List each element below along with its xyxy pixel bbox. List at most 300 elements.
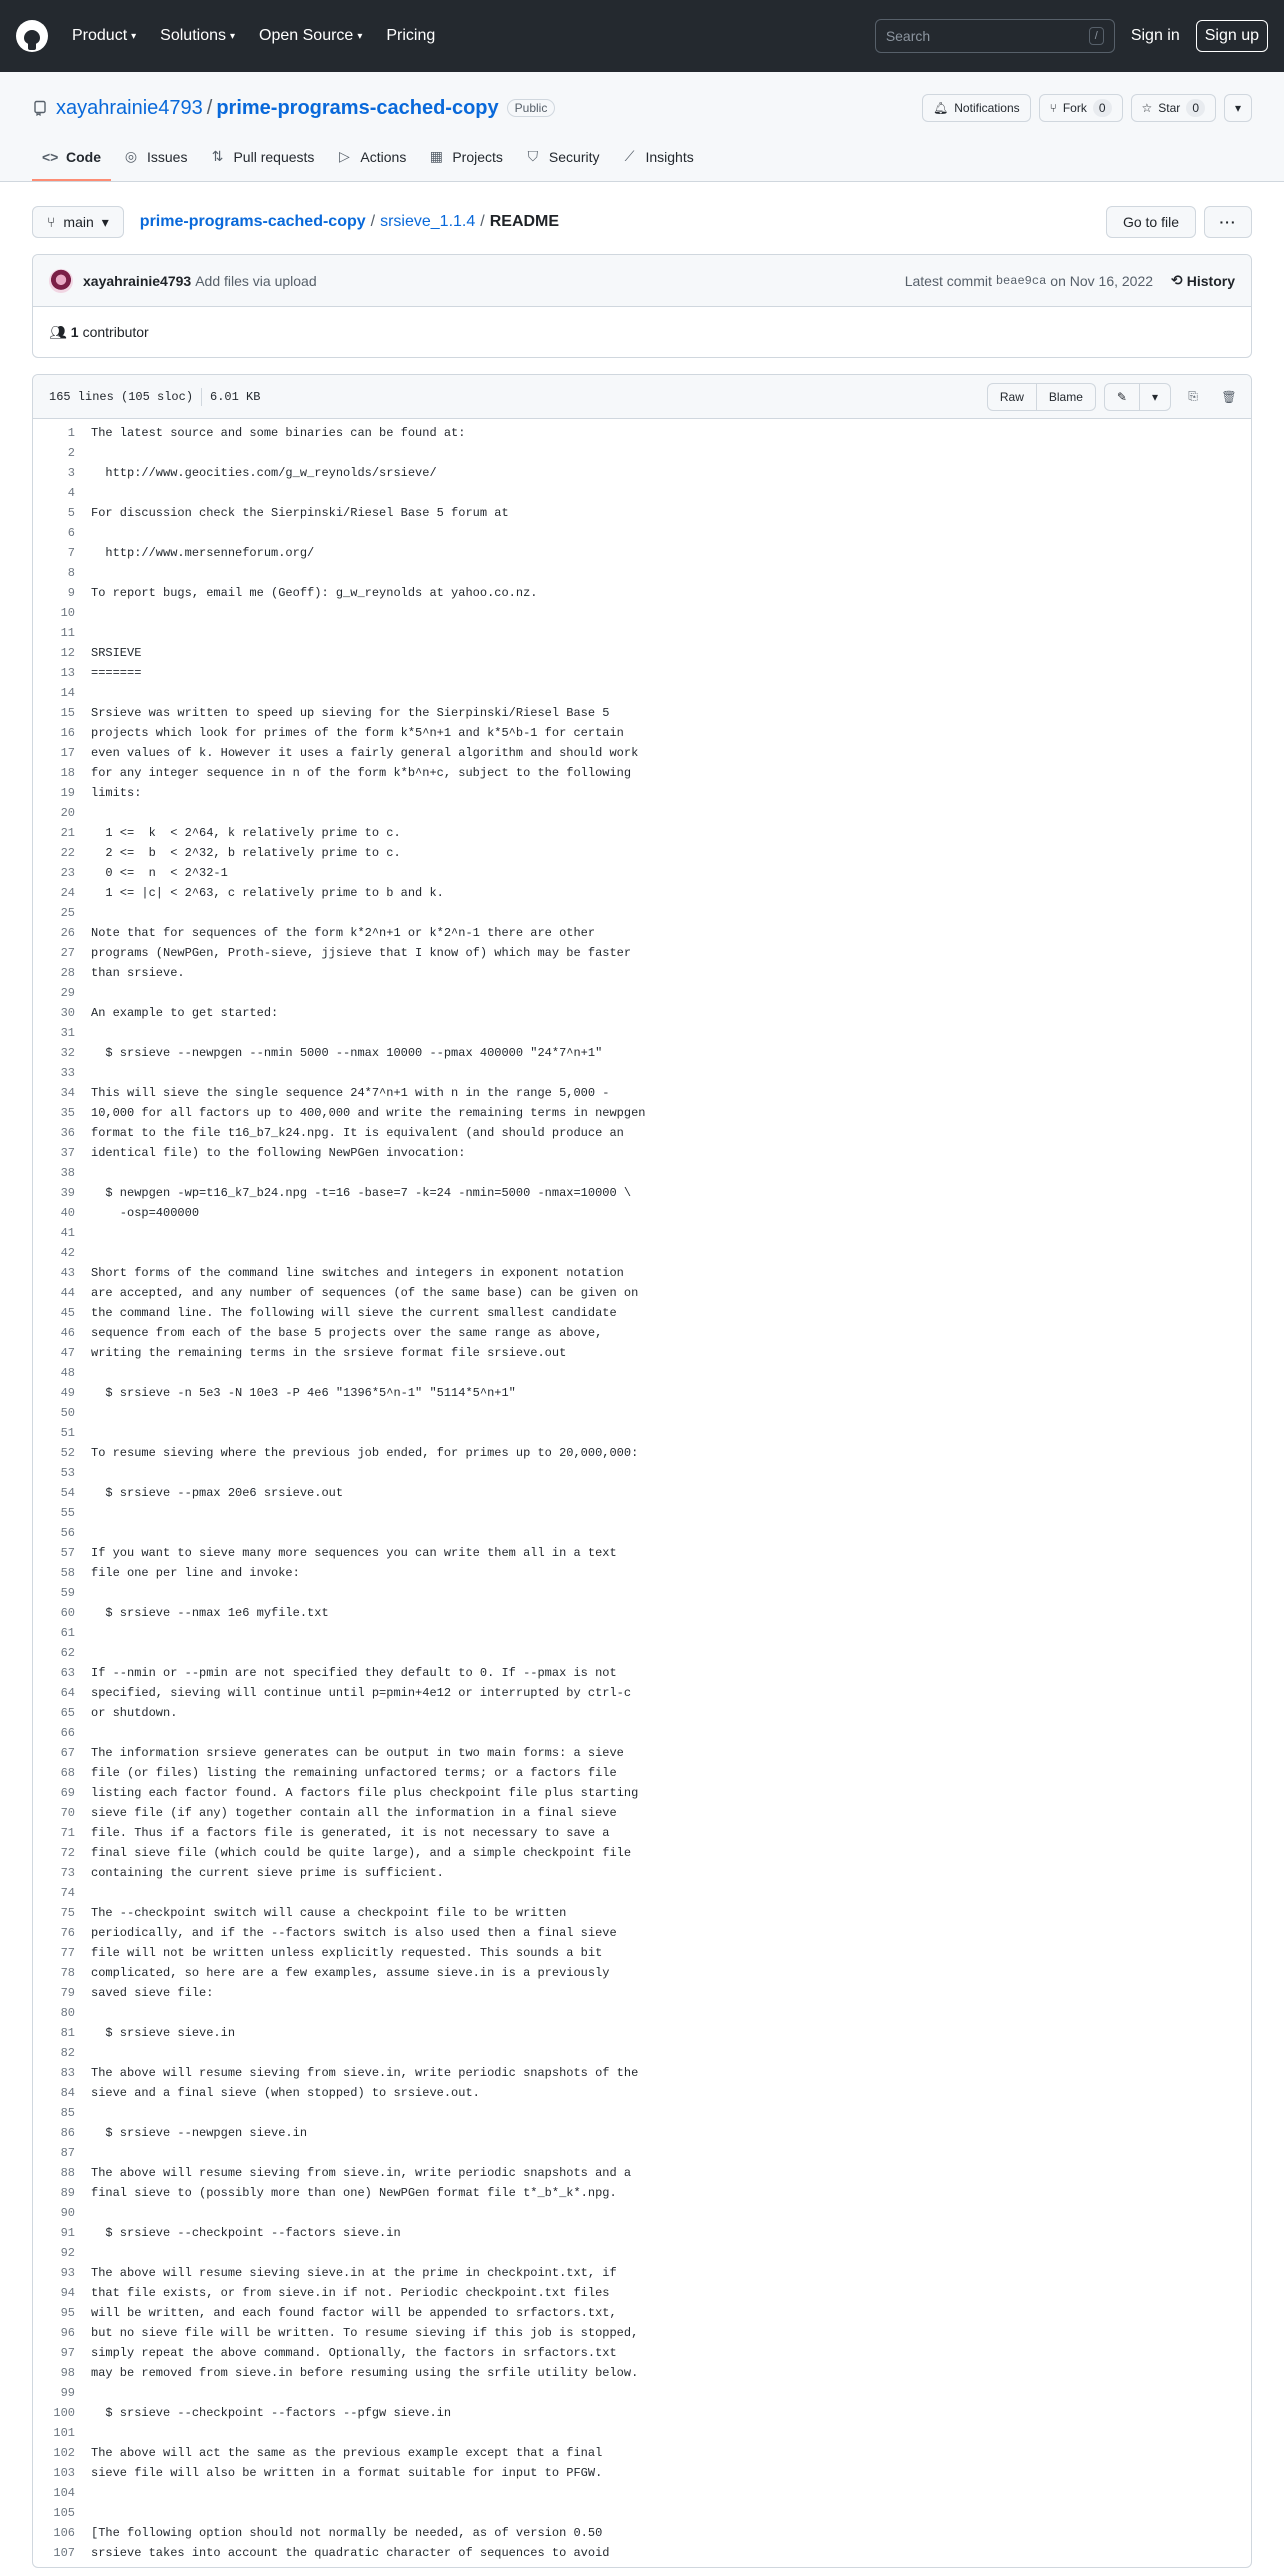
line-number[interactable]: 9: [67, 586, 75, 600]
line-number[interactable]: 107: [53, 2546, 75, 2560]
line-number[interactable]: 80: [60, 2006, 75, 2020]
line-number[interactable]: 56: [60, 1526, 75, 1540]
line-number[interactable]: 105: [53, 2506, 75, 2520]
line-number[interactable]: 64: [60, 1686, 75, 1700]
nav-item-solutions[interactable]: [160, 27, 235, 45]
line-number[interactable]: 31: [60, 1026, 75, 1040]
line-content: [75, 563, 91, 583]
sign-up-button[interactable]: Sign up: [1196, 20, 1268, 52]
line-content: or shutdown.: [91, 1706, 178, 1720]
line-content: =======: [91, 666, 142, 680]
line-number[interactable]: 81: [60, 2026, 75, 2040]
main-content: [0, 182, 1284, 2568]
copy-button[interactable]: [1179, 383, 1207, 411]
line-number[interactable]: 100: [53, 2406, 75, 2420]
code-line: [33, 523, 1251, 543]
tab-pull-requests[interactable]: [199, 140, 324, 181]
edit-group: [1104, 383, 1171, 411]
repo-name-link[interactable]: prime-programs-cached-copy: [216, 96, 499, 119]
line-number[interactable]: 49: [60, 1386, 75, 1400]
line-content: file. Thus if a factors file is generated, it is not necessary to save a: [91, 1826, 610, 1840]
tab-code[interactable]: [32, 140, 111, 181]
line-number[interactable]: 5: [67, 506, 75, 520]
code-line: [33, 2043, 1251, 2063]
line-number[interactable]: 77: [60, 1946, 75, 1960]
code-line: [33, 2523, 1251, 2543]
star-dropdown-button[interactable]: [1224, 94, 1252, 122]
line-content: http://www.mersenneforum.org/: [91, 546, 315, 560]
raw-blame-group: [987, 383, 1096, 411]
code-line: [33, 1063, 1251, 1083]
line-number[interactable]: 52: [60, 1446, 75, 1460]
raw-button[interactable]: Raw: [987, 383, 1037, 411]
line-number[interactable]: 104: [53, 2486, 75, 2500]
code-line: [33, 2343, 1251, 2363]
line-number[interactable]: 13: [60, 666, 75, 680]
line-number[interactable]: 40: [60, 1206, 75, 1220]
line-content: simply repeat the above command. Optionally, the factors in srfactors.txt: [91, 2346, 617, 2360]
line-number[interactable]: 7: [67, 546, 75, 560]
line-content: [75, 623, 91, 643]
line-number[interactable]: 6: [67, 526, 75, 540]
repo-owner-link[interactable]: xayahrainie4793: [56, 96, 203, 119]
search-shortcut-key: /: [1089, 27, 1104, 45]
edit-button[interactable]: [1104, 383, 1140, 411]
notifications-label: Notifications: [954, 101, 1020, 115]
line-content: even values of k. However it uses a fairly general algorithm and should work: [91, 746, 639, 760]
code-line: [33, 863, 1251, 883]
line-number[interactable]: 65: [60, 1706, 75, 1720]
line-number[interactable]: 41: [60, 1226, 75, 1240]
contributor-count[interactable]: 1: [70, 324, 79, 340]
code-line: [33, 1163, 1251, 1183]
line-number[interactable]: 45: [60, 1306, 75, 1320]
code-line: [33, 503, 1251, 523]
line-content: [75, 1883, 91, 1903]
line-number[interactable]: 83: [60, 2066, 75, 2080]
code-line: [33, 1823, 1251, 1843]
history-label: History: [1186, 272, 1235, 289]
code-line: [33, 743, 1251, 763]
trash-icon: 🗑︎: [1221, 389, 1237, 404]
code-line: [33, 1683, 1251, 1703]
line-number[interactable]: 16: [60, 726, 75, 740]
line-number[interactable]: 58: [60, 1566, 75, 1580]
line-number[interactable]: 61: [60, 1626, 75, 1640]
line-content: $ srsieve --checkpoint --factors --pfgw sieve.in: [91, 2406, 452, 2420]
line-number[interactable]: 26: [60, 926, 75, 940]
code-line: [33, 1083, 1251, 1103]
code-line: [33, 2483, 1251, 2503]
line-number[interactable]: 85: [60, 2106, 75, 2120]
line-number[interactable]: 71: [60, 1826, 75, 1840]
line-number[interactable]: 106: [53, 2526, 75, 2540]
chevron-down-icon: ▾: [1151, 389, 1158, 404]
line-number[interactable]: 3: [67, 466, 75, 480]
line-number[interactable]: 19: [60, 786, 75, 800]
line-number[interactable]: 68: [60, 1766, 75, 1780]
code-line: [33, 1263, 1251, 1283]
star-button[interactable]: [1131, 94, 1216, 122]
code-line: [33, 923, 1251, 943]
line-content: [75, 803, 91, 823]
code-line: [33, 2443, 1251, 2463]
line-number[interactable]: 60: [60, 1606, 75, 1620]
line-number[interactable]: 74: [60, 1886, 75, 1900]
line-number[interactable]: 66: [60, 1726, 75, 1740]
code-line: [33, 463, 1251, 483]
line-number[interactable]: 27: [60, 946, 75, 960]
tab-security[interactable]: [515, 140, 610, 181]
line-number[interactable]: 92: [60, 2246, 75, 2260]
code-line: [33, 2223, 1251, 2243]
avatar[interactable]: [49, 269, 73, 293]
line-number[interactable]: 67: [60, 1746, 75, 1760]
nav-item-product[interactable]: [72, 27, 136, 45]
code-line: [33, 1563, 1251, 1583]
line-content: file (or files) listing the remaining unfactored terms; or a factors file: [91, 1766, 617, 1780]
contributor-label[interactable]: contributor: [82, 324, 149, 340]
line-content: [75, 2423, 91, 2443]
code-line: [33, 1903, 1251, 1923]
line-number[interactable]: 87: [60, 2146, 75, 2160]
line-number[interactable]: 99: [60, 2386, 75, 2400]
line-content: [75, 1223, 91, 1243]
line-number[interactable]: 20: [60, 806, 75, 820]
line-number[interactable]: 14: [60, 686, 75, 700]
code-line: [33, 1963, 1251, 1983]
code-line: [33, 983, 1251, 1003]
line-number[interactable]: 42: [60, 1246, 75, 1260]
line-number[interactable]: 90: [60, 2206, 75, 2220]
more-options-button[interactable]: ···: [1204, 206, 1252, 238]
code-line: [33, 1483, 1251, 1503]
line-number[interactable]: 102: [53, 2446, 75, 2460]
code-line: [33, 823, 1251, 843]
code-line: [33, 1183, 1251, 1203]
chevron-down-icon: ▾: [230, 30, 236, 42]
line-number[interactable]: 15: [60, 706, 75, 720]
line-number[interactable]: 22: [60, 846, 75, 860]
history-icon: ⟲: [1171, 272, 1183, 288]
line-content: 2 <= b < 2^32, b relatively prime to c.: [91, 846, 401, 860]
code-line: [33, 1363, 1251, 1383]
history-link[interactable]: [1171, 272, 1235, 289]
line-content: $ srsieve -n 5e3 -N 10e3 -P 4e6 "1396*5^n-1" "5114*5^n+1": [91, 1386, 516, 1400]
line-number[interactable]: 23: [60, 866, 75, 880]
notifications-button[interactable]: [922, 94, 1031, 122]
line-content: [75, 1643, 91, 1663]
chevron-down-icon: ▾: [357, 30, 363, 42]
line-number[interactable]: 97: [60, 2346, 75, 2360]
blame-button[interactable]: Blame: [1037, 383, 1096, 411]
line-number[interactable]: 88: [60, 2166, 75, 2180]
code-line: [33, 1843, 1251, 1863]
code-line: [33, 2143, 1251, 2163]
code-line: [33, 1943, 1251, 1963]
line-content: 1 <= k < 2^64, k relatively prime to c.: [91, 826, 401, 840]
line-number[interactable]: 103: [53, 2466, 75, 2480]
line-number[interactable]: 50: [60, 1406, 75, 1420]
line-number[interactable]: 86: [60, 2126, 75, 2140]
line-number[interactable]: 30: [60, 1006, 75, 1020]
line-content: For discussion check the Sierpinski/Riesel Base 5 forum at: [91, 506, 509, 520]
code-line: [33, 2083, 1251, 2103]
repo-path-separator: /: [206, 96, 213, 119]
code-line: [33, 1323, 1251, 1343]
line-number[interactable]: 93: [60, 2266, 75, 2280]
line-number[interactable]: 34: [60, 1086, 75, 1100]
code-line: [33, 2283, 1251, 2303]
line-content: [75, 483, 91, 503]
nav-item-pricing[interactable]: [386, 27, 435, 45]
tab-label: Actions: [360, 148, 407, 165]
tab-projects[interactable]: [418, 140, 513, 181]
line-number[interactable]: 76: [60, 1926, 75, 1940]
line-number[interactable]: 75: [60, 1906, 75, 1920]
code-line: [33, 1143, 1251, 1163]
line-number[interactable]: 89: [60, 2186, 75, 2200]
code-line: [33, 1983, 1251, 2003]
line-content: SRSIEVE: [91, 646, 142, 660]
line-number[interactable]: 79: [60, 1986, 75, 2000]
line-number[interactable]: 101: [53, 2426, 75, 2440]
code-line: [33, 1283, 1251, 1303]
line-number[interactable]: 69: [60, 1786, 75, 1800]
line-content: $ srsieve --pmax 20e6 srsieve.out: [91, 1486, 344, 1500]
code-line: [33, 2103, 1251, 2123]
file-actions: [987, 383, 1243, 411]
line-number[interactable]: 96: [60, 2326, 75, 2340]
line-number[interactable]: 37: [60, 1146, 75, 1160]
line-content: To resume sieving where the previous job ended, for primes up to 20,000,000:: [91, 1446, 639, 1460]
tab-label: Issues: [147, 148, 188, 165]
nav-item-label: Product: [72, 27, 128, 44]
delete-button[interactable]: [1215, 383, 1243, 411]
line-content: [75, 603, 91, 623]
sign-in-link[interactable]: Sign in: [1130, 27, 1180, 44]
code-line: [33, 583, 1251, 603]
breadcrumb-dir-link[interactable]: srsieve_1.1.4: [380, 213, 476, 230]
line-content: http://www.geocities.com/g_w_reynolds/srsieve/: [91, 466, 437, 480]
code-line: [33, 783, 1251, 803]
breadcrumb-repo-link[interactable]: prime-programs-cached-copy: [139, 213, 366, 230]
commit-sha-link[interactable]: beae9ca: [995, 273, 1047, 288]
line-number[interactable]: 63: [60, 1666, 75, 1680]
line-content: [75, 1723, 91, 1743]
line-number[interactable]: 94: [60, 2286, 75, 2300]
line-content: srsieve takes into account the quadratic character of sequences to avoid: [91, 2546, 610, 2560]
line-number[interactable]: 10: [60, 606, 75, 620]
line-number[interactable]: 46: [60, 1326, 75, 1340]
commit-author-link[interactable]: xayahrainie4793: [83, 272, 192, 289]
line-content: [75, 2103, 91, 2123]
line-content: [75, 1423, 91, 1443]
line-number[interactable]: 36: [60, 1126, 75, 1140]
nav-item-label: Solutions: [160, 27, 226, 44]
line-number[interactable]: 18: [60, 766, 75, 780]
line-number[interactable]: 70: [60, 1806, 75, 1820]
code-line: [33, 2383, 1251, 2403]
line-content: that file exists, or from sieve.in if not. Periodic checkpoint.txt files: [91, 2286, 610, 2300]
breadcrumb-separator: /: [480, 213, 485, 230]
code-line: [33, 423, 1251, 443]
line-content: but no sieve file will be written. To resume sieving if this job is stopped,: [91, 2326, 639, 2340]
line-content: projects which look for primes of the form k*5^n+1 and k*5^b-1 for certain: [91, 726, 624, 740]
line-number[interactable]: 35: [60, 1106, 75, 1120]
code-line: [33, 1923, 1251, 1943]
code-line: [33, 683, 1251, 703]
code-line: [33, 2243, 1251, 2263]
line-number[interactable]: 43: [60, 1266, 75, 1280]
line-content: sieve and a final sieve (when stopped) to srsieve.out.: [91, 2086, 480, 2100]
breadcrumb: [140, 213, 559, 231]
code-line: [33, 563, 1251, 583]
line-number[interactable]: 8: [67, 566, 75, 580]
line-number[interactable]: 55: [60, 1506, 75, 1520]
nav-item-label: Open Source: [259, 27, 354, 44]
line-number[interactable]: 32: [60, 1046, 75, 1060]
line-content: The above will resume sieving from sieve.in, write periodic snapshots of the: [91, 2066, 639, 2080]
line-number[interactable]: 1: [67, 426, 75, 440]
code-line: [33, 1043, 1251, 1063]
code-line: [33, 1423, 1251, 1443]
line-number[interactable]: 78: [60, 1966, 75, 1980]
line-content: final sieve file (which could be quite large), and a simple checkpoint file: [91, 1846, 632, 1860]
contributors-row: [33, 307, 1251, 357]
line-number[interactable]: 72: [60, 1846, 75, 1860]
line-content: specified, sieving will continue until p=pmin+4e12 or interrupted by ctrl-c: [91, 1686, 632, 1700]
line-number[interactable]: 48: [60, 1366, 75, 1380]
go-to-file-button[interactable]: Go to file: [1106, 206, 1196, 238]
line-number[interactable]: 57: [60, 1546, 75, 1560]
line-number[interactable]: 91: [60, 2226, 75, 2240]
code-line: [33, 803, 1251, 823]
line-number[interactable]: 84: [60, 2086, 75, 2100]
line-content: [75, 2383, 91, 2403]
line-number[interactable]: 82: [60, 2046, 75, 2060]
line-content: listing each factor found. A factors file plus checkpoint file plus starting: [91, 1786, 639, 1800]
line-number[interactable]: 25: [60, 906, 75, 920]
line-number[interactable]: 11: [60, 626, 75, 640]
code-line: [33, 2403, 1251, 2423]
line-content: [75, 1403, 91, 1423]
code-line: [33, 963, 1251, 983]
branch-name: main: [63, 214, 94, 230]
line-content: The --checkpoint switch will cause a checkpoint file to be written: [91, 1906, 567, 1920]
code-line: [33, 2183, 1251, 2203]
line-number[interactable]: 54: [60, 1486, 75, 1500]
line-number[interactable]: 21: [60, 826, 75, 840]
table-icon: ▦: [429, 148, 443, 164]
branch-selector[interactable]: [32, 206, 124, 238]
code-line: [33, 663, 1251, 683]
code-line: [33, 1583, 1251, 1603]
line-content: [75, 1463, 91, 1483]
line-content: identical file) to the following NewPGen invocation:: [91, 1146, 466, 1160]
line-number[interactable]: 47: [60, 1346, 75, 1360]
code-line: [33, 643, 1251, 663]
line-number[interactable]: 59: [60, 1586, 75, 1600]
line-number[interactable]: 29: [60, 986, 75, 1000]
code-line: [33, 1603, 1251, 1623]
line-content: [75, 983, 91, 1003]
code-line: [33, 943, 1251, 963]
line-number[interactable]: 62: [60, 1646, 75, 1660]
github-logo-icon[interactable]: [16, 20, 48, 52]
latest-commit-prefix: Latest commit: [904, 272, 992, 289]
file-info-divider: [201, 388, 202, 406]
tab-insights[interactable]: [611, 140, 703, 181]
line-content: $ srsieve --newpgen sieve.in: [91, 2126, 308, 2140]
code-line: [33, 1523, 1251, 1543]
line-content: [75, 683, 91, 703]
code-line: [33, 1623, 1251, 1643]
play-icon: ▷: [339, 148, 350, 164]
line-content: saved sieve file:: [91, 1986, 214, 2000]
tab-label: Code: [66, 148, 101, 165]
line-number[interactable]: 4: [67, 486, 75, 500]
line-content: [75, 2043, 91, 2063]
code-line: [33, 903, 1251, 923]
code-line: [33, 1403, 1251, 1423]
line-number[interactable]: 73: [60, 1866, 75, 1880]
line-content: containing the current sieve prime is sufficient.: [91, 1866, 444, 1880]
line-number[interactable]: 44: [60, 1286, 75, 1300]
search-box[interactable]: [875, 19, 1115, 53]
line-number[interactable]: 17: [60, 746, 75, 760]
line-number[interactable]: 33: [60, 1066, 75, 1080]
edit-dropdown-button[interactable]: [1140, 383, 1171, 411]
line-number[interactable]: 51: [60, 1426, 75, 1440]
line-number[interactable]: 28: [60, 966, 75, 980]
code-line: [33, 2463, 1251, 2483]
line-number[interactable]: 95: [60, 2306, 75, 2320]
nav-item-open-source[interactable]: [259, 27, 362, 45]
code-line: [33, 763, 1251, 783]
code-view: [33, 419, 1251, 2567]
star-label: Star: [1158, 101, 1181, 115]
line-number[interactable]: 38: [60, 1166, 75, 1180]
file-viewer: [32, 374, 1252, 2568]
line-number[interactable]: 24: [60, 886, 75, 900]
chevron-down-icon: ▾: [101, 213, 109, 230]
line-number[interactable]: 2: [67, 446, 75, 460]
code-line: [33, 2503, 1251, 2523]
line-content: for any integer sequence in n of the form k*b^n+c, subject to the following: [91, 766, 632, 780]
line-content: [75, 903, 91, 923]
search-input[interactable]: [886, 28, 1089, 44]
commit-message-link[interactable]: Add files via upload: [195, 272, 317, 289]
people-icon: 👥︎: [49, 323, 67, 340]
line-number[interactable]: 39: [60, 1186, 75, 1200]
fork-count: 0: [1093, 99, 1112, 117]
code-line: [33, 1663, 1251, 1683]
line-number[interactable]: 53: [60, 1466, 75, 1480]
line-content: [75, 1583, 91, 1603]
tab-actions[interactable]: [326, 140, 416, 181]
code-line: [33, 443, 1251, 463]
line-number[interactable]: 12: [60, 646, 75, 660]
line-content: The latest source and some binaries can be found at:: [91, 426, 466, 440]
code-line: [33, 623, 1251, 643]
code-line: [33, 883, 1251, 903]
code-line: [33, 1103, 1251, 1123]
tab-issues[interactable]: [113, 140, 197, 181]
fork-button[interactable]: [1039, 94, 1123, 122]
shield-icon: ⛉: [527, 148, 539, 164]
line-number[interactable]: 98: [60, 2366, 75, 2380]
